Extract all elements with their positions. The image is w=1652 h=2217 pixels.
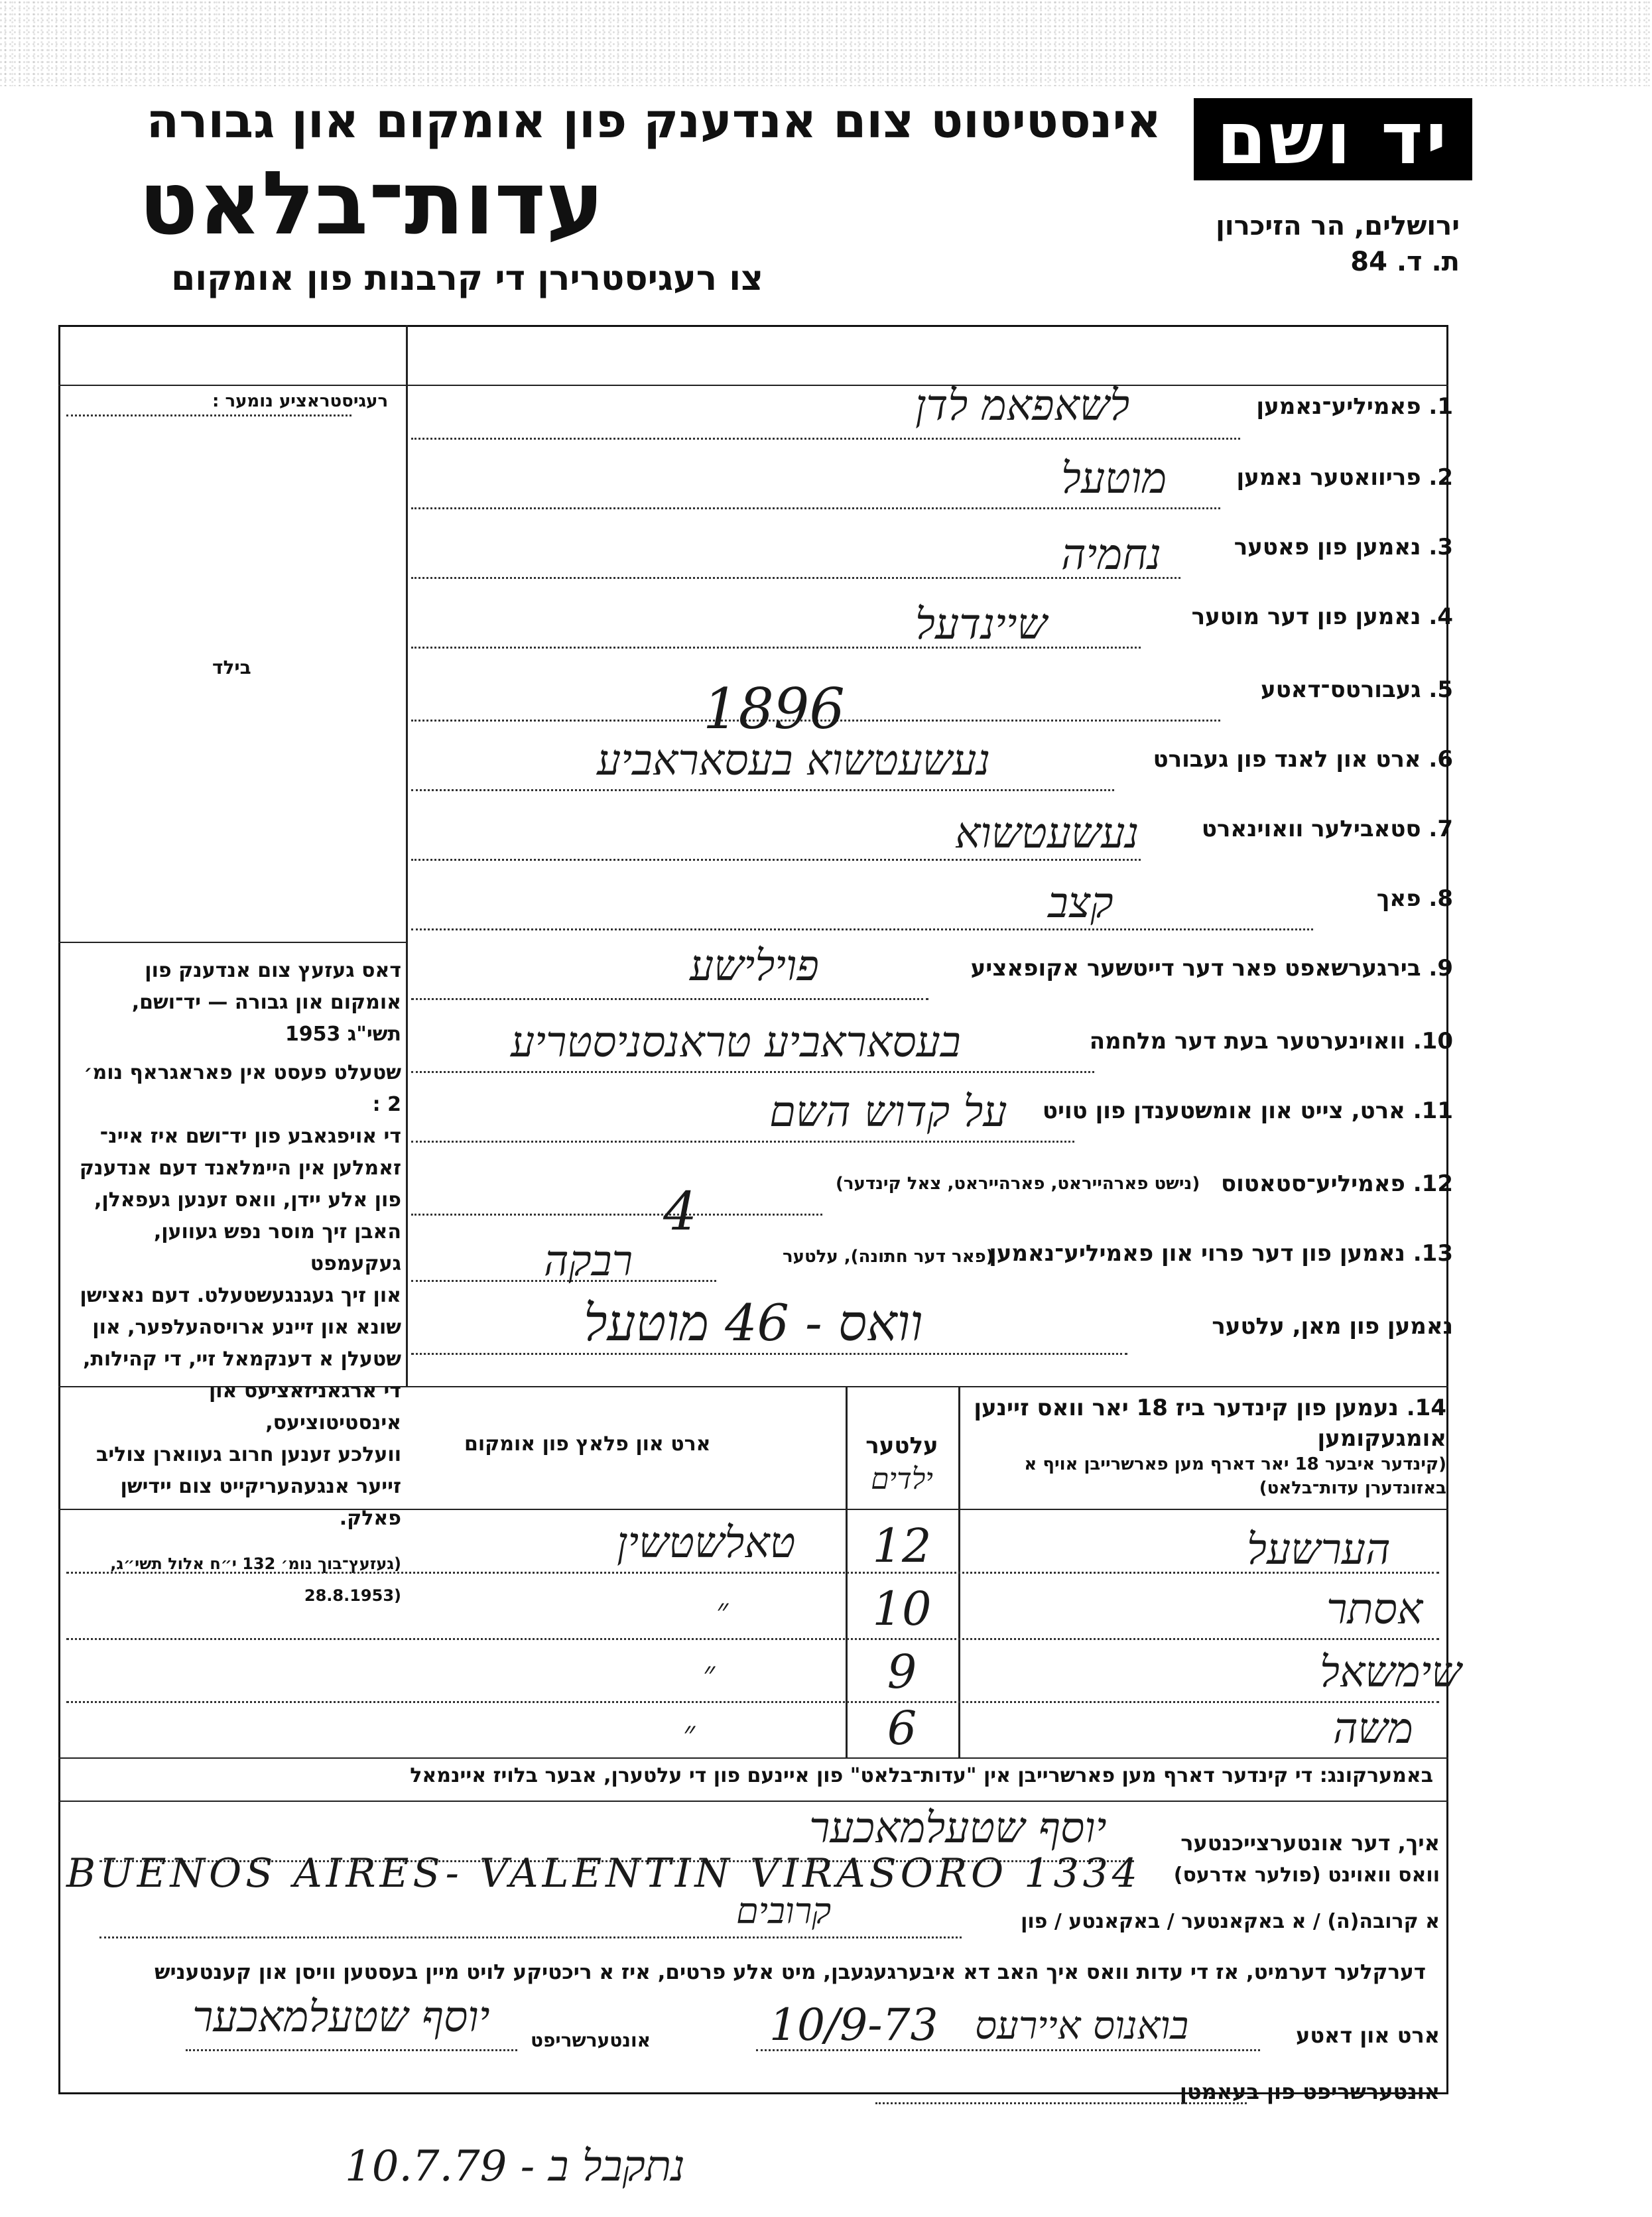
surname-value[interactable]: לשאפאמ לדן <box>915 381 1130 430</box>
signer-relation-value[interactable]: קרובים <box>736 1890 832 1932</box>
law-line: שטעלט פעסט אין פאראגראף נומ׳ 2 : <box>84 1061 401 1116</box>
field-label: 9. בירגערשאפט פאר דער דייטשער אקופאציע <box>970 955 1453 982</box>
husband-name-value[interactable]: וואס - 46 מוטעל <box>584 1293 923 1352</box>
mother-name-value[interactable]: שיינדעל <box>915 600 1047 649</box>
citizenship-value[interactable]: פוילישע <box>690 942 819 991</box>
wife-name-value[interactable]: רבקה <box>544 1237 633 1286</box>
field-label: 7. סטאבילער וואוינארט <box>1201 816 1453 842</box>
law-line: דאס געזעץ צום אנדענק פון <box>145 959 401 982</box>
children-header-place: ארט און פלאץ פון אומקום <box>464 1432 711 1456</box>
field-label: 11. ארט, צייט און אומשטענדן פון טויט <box>1042 1098 1453 1124</box>
address-pobox: ת. ד. 84 <box>1350 247 1460 277</box>
birth-date-value[interactable]: 1896 <box>703 676 845 741</box>
law-line: די ארגאניזאציעס און אינסטיטוציעס, <box>208 1379 401 1434</box>
child-age[interactable]: 6 <box>887 1701 917 1755</box>
field-line <box>411 928 1313 930</box>
law-line: תשי"ג 1953 <box>285 1023 401 1046</box>
profession-value[interactable]: קצב <box>1048 879 1113 928</box>
photo-box-bottom <box>58 942 406 943</box>
registration-label: רעגיסטראציע נומער : <box>212 391 389 411</box>
remark-top-line <box>58 1757 1448 1759</box>
field-line <box>411 789 1114 791</box>
registration-dots <box>66 414 351 416</box>
law-line: האבן זיך מוסר נפש געווען, געקעמפט <box>153 1220 401 1275</box>
field-label: 8. פאך <box>1376 885 1453 912</box>
residence-value[interactable]: נעשעטשוא <box>955 809 1139 858</box>
scan-speckle <box>0 0 1652 86</box>
child-name[interactable]: אסתר <box>1326 1585 1423 1634</box>
child-place[interactable]: ״ <box>703 1655 716 1692</box>
field-label: 1. פאמיליע־נאמען <box>1256 393 1453 420</box>
law-line: פון אלע יידן, וואס זענען געפאלן, <box>94 1188 401 1212</box>
child-place[interactable]: ״ <box>683 1714 696 1751</box>
child-row-line <box>66 1572 1439 1574</box>
field-line <box>411 998 928 1000</box>
signature-value[interactable]: יוסף שטעלמאכער <box>192 1993 490 2042</box>
death-circumstances-value[interactable]: על קדוש השם <box>769 1088 1007 1137</box>
law-line: זייער אנגעהעריקייט צום יידישן פאלק. <box>120 1475 401 1530</box>
signature-label: אונטערשריפט <box>531 2029 651 2051</box>
field-label: נאמען פון מאן, עלטער <box>1212 1313 1453 1340</box>
law-line: שטעלן א דענקמאל זיי, די קהילות, <box>82 1348 401 1371</box>
yad-vashem-logo: יד ושם <box>1194 98 1472 180</box>
children-header-line <box>58 1509 1448 1510</box>
child-place[interactable]: טאלשטשין <box>617 1519 796 1568</box>
signer-address-label: וואס וואוינט (פולער אדרעס) <box>1173 1864 1440 1887</box>
family-status-value[interactable]: 4 <box>663 1180 697 1242</box>
law-line: שונא און זיינע ארויסהעלפער, און <box>92 1316 401 1339</box>
photo-label: בילד <box>212 657 251 678</box>
child-row-line <box>66 1701 1439 1703</box>
declaration-text: דערקלער דערמיט, אז די עדות וואס איך האב דא איבערגעגעבן, מיט אלע פרטים, איז א ריכטיקע לויט מיין בעסטען וויסן און קענטעניש <box>155 1960 1426 1984</box>
field-line <box>411 438 1240 440</box>
place-value[interactable]: בואנוס איירעס <box>975 2003 1189 2048</box>
field-line <box>411 859 1141 861</box>
law-line: (געזעץ־בוך נומ׳ 132 י״ח אלול תשי״ג, <box>110 1554 401 1573</box>
law-line: די אויפגאבע פון יד־ושם איז איינ־ <box>99 1125 401 1148</box>
field-label: 13. נאמען פון דער פרוי און פאמיליע־נאמען <box>989 1240 1453 1267</box>
signer-name-value[interactable]: יוסף שטעלמאכער <box>809 1804 1107 1853</box>
field-note: (נישט פארהייראט, פארהייראט, צאל קינדער) <box>836 1174 1200 1194</box>
field-label: 3. נאמען פון פאטער <box>1234 534 1453 560</box>
law-line: און זיך געגנגעשטעלט. דעם נאצישן <box>80 1284 401 1307</box>
field-label: 10. וואוינערטער בעת דער מלחמה <box>1089 1028 1453 1054</box>
signer-address-value[interactable]: BUENOS AIRES- VALENTIN VIRASORO 1334 <box>66 1850 1141 1897</box>
children-header-note: (קינדער איבער 18 יאר דארף מען פארשרייבן אויף א באזונדערן עדות־בלאט) <box>1024 1454 1446 1498</box>
child-place[interactable]: ״ <box>716 1592 729 1629</box>
date-value[interactable]: 10/9-73 <box>769 1999 938 2051</box>
signer-relation-line <box>99 1936 962 1938</box>
wartime-residence-value[interactable]: בעסאראביע טראנסניסטריע <box>511 1018 961 1067</box>
children-header-age: עלטער <box>865 1432 938 1459</box>
remark-text: באמערקונג: די קינדער דארף מען פארשרייבן אין "עדות־בלאט" פון איינעם פון די עלטערן, אבער בלויז איינמאל <box>410 1764 1433 1787</box>
form-subtitle: צו רעגיסטרירן די קרבנות פון אומקום <box>171 259 763 298</box>
field-label: 12. פאמיליע־סטאטוס <box>1221 1171 1453 1197</box>
child-age[interactable]: 9 <box>887 1645 917 1699</box>
field-line <box>411 1214 822 1216</box>
father-name-value[interactable]: נחמיה <box>1061 531 1161 580</box>
official-signature-line <box>875 2102 1247 2104</box>
form-title: עדות־בלאט <box>139 153 604 255</box>
official-signature-label: אונטערשריפט פון בעאמטן <box>1179 2079 1440 2104</box>
institute-name: אינסטיטוט צום אנדענק פון אומקום און גבורה <box>146 93 1161 149</box>
address-city: ירושלים, הר הזיכרון <box>1216 211 1460 241</box>
field-line <box>411 1071 1094 1073</box>
field-label: 2. פריוואטער נאמען <box>1236 464 1453 491</box>
left-top-line <box>58 385 406 386</box>
field-label: 4. נאמען פון דער מוטער <box>1191 603 1453 630</box>
law-line: זאמלען אין היימלאנד דעם אנדענק <box>79 1157 401 1180</box>
field-label: 6. ארט און לאנד פון געבורט <box>1153 746 1453 773</box>
place-date-label: ארט און דאטע <box>1296 2023 1440 2048</box>
child-name[interactable]: משה <box>1333 1704 1413 1753</box>
child-age[interactable]: 12 <box>872 1519 932 1573</box>
law-line: אומקום און גבורה — יד־ושם, <box>131 991 401 1014</box>
children-header-age-hand: ילדים <box>871 1462 933 1496</box>
field-note: (פאר דער חתונה), עלטער <box>783 1247 994 1267</box>
law-text <box>66 955 401 1612</box>
child-row-line <box>66 1638 1439 1640</box>
remark-bottom-line <box>58 1801 1448 1802</box>
signer-relation-label: א קרובה(ה) / א באקאנטער / באקאנטע / פון <box>1021 1910 1440 1933</box>
first-name-value[interactable]: מוטעל <box>1061 454 1167 503</box>
field-line <box>411 507 1220 509</box>
law-line: וועלכע זענען חרוב געווארן צוליב <box>96 1443 401 1466</box>
field-line <box>411 1353 1127 1355</box>
law-line: (28.8.1953 <box>304 1586 401 1605</box>
field-line <box>411 1141 1074 1143</box>
birthplace-value[interactable]: נעשעטשוא בעסאראביע <box>597 736 991 785</box>
received-stamp: נתקבל ב - 10.7.79 <box>345 2142 685 2191</box>
left-column-divider <box>406 325 408 1386</box>
child-name[interactable]: שימשאל <box>1320 1648 1462 1697</box>
signature-line <box>186 2049 517 2051</box>
field-label: 5. געבורטס־דאטע <box>1261 676 1453 703</box>
child-name[interactable]: הערשעל <box>1247 1525 1391 1574</box>
signer-name-label: איך, דער אונטערצייכנטער <box>1180 1830 1440 1856</box>
children-top-line <box>58 1386 1448 1387</box>
children-header-names: 14. נעמען פון קינדער ביז 18 יאר וואס זיינען אומגעקומען <box>974 1395 1446 1452</box>
child-age[interactable]: 10 <box>872 1582 932 1636</box>
